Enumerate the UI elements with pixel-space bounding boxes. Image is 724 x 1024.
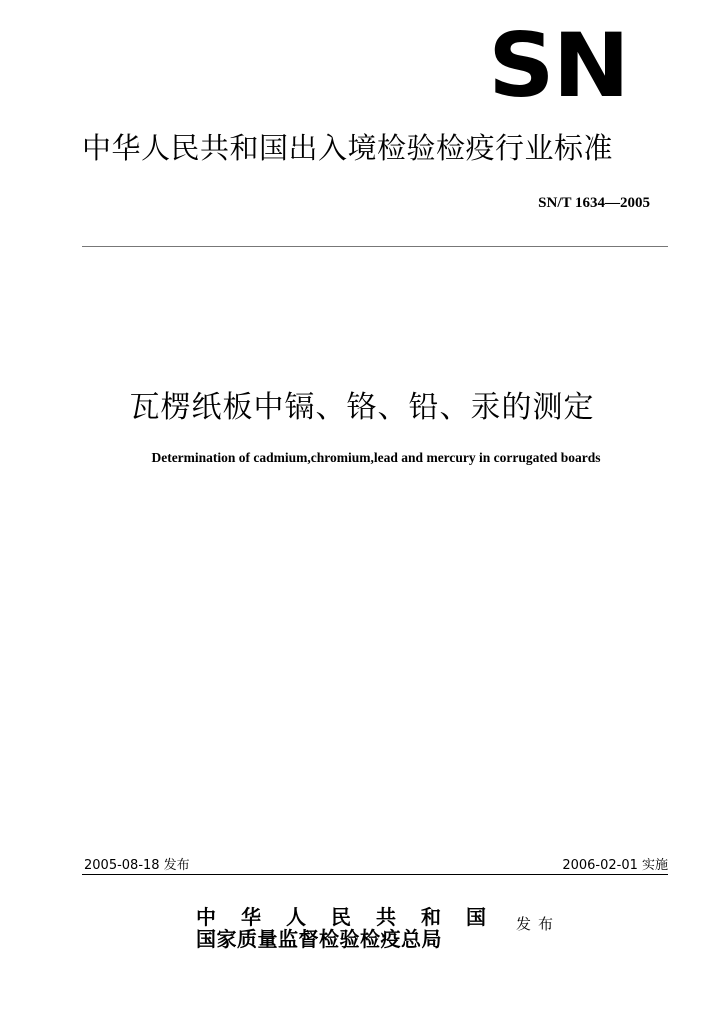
header-divider xyxy=(82,246,668,247)
standard-code: SN/T 1634—2005 xyxy=(538,195,650,211)
footer-divider xyxy=(82,874,668,875)
sn-logo: SN xyxy=(488,14,628,117)
document-title-en: Determination of cadmium,chromium,lead and mercury in corrugated boards xyxy=(151,450,601,465)
publisher-line-1: 中华人民共和国 xyxy=(196,905,511,929)
implementation-date: 2006-02-01 实施 xyxy=(562,858,668,873)
standard-category: 中华人民共和国出入境检验检疫行业标准 xyxy=(82,131,614,165)
document-title-cn: 瓦楞纸板中镉、铬、铅、汞的测定 xyxy=(129,390,595,425)
issue-date: 2005-08-18 发布 xyxy=(84,858,190,873)
publish-label: 发布 xyxy=(516,915,561,933)
publisher-line-2: 国家质量监督检验检疫总局 xyxy=(196,927,442,951)
